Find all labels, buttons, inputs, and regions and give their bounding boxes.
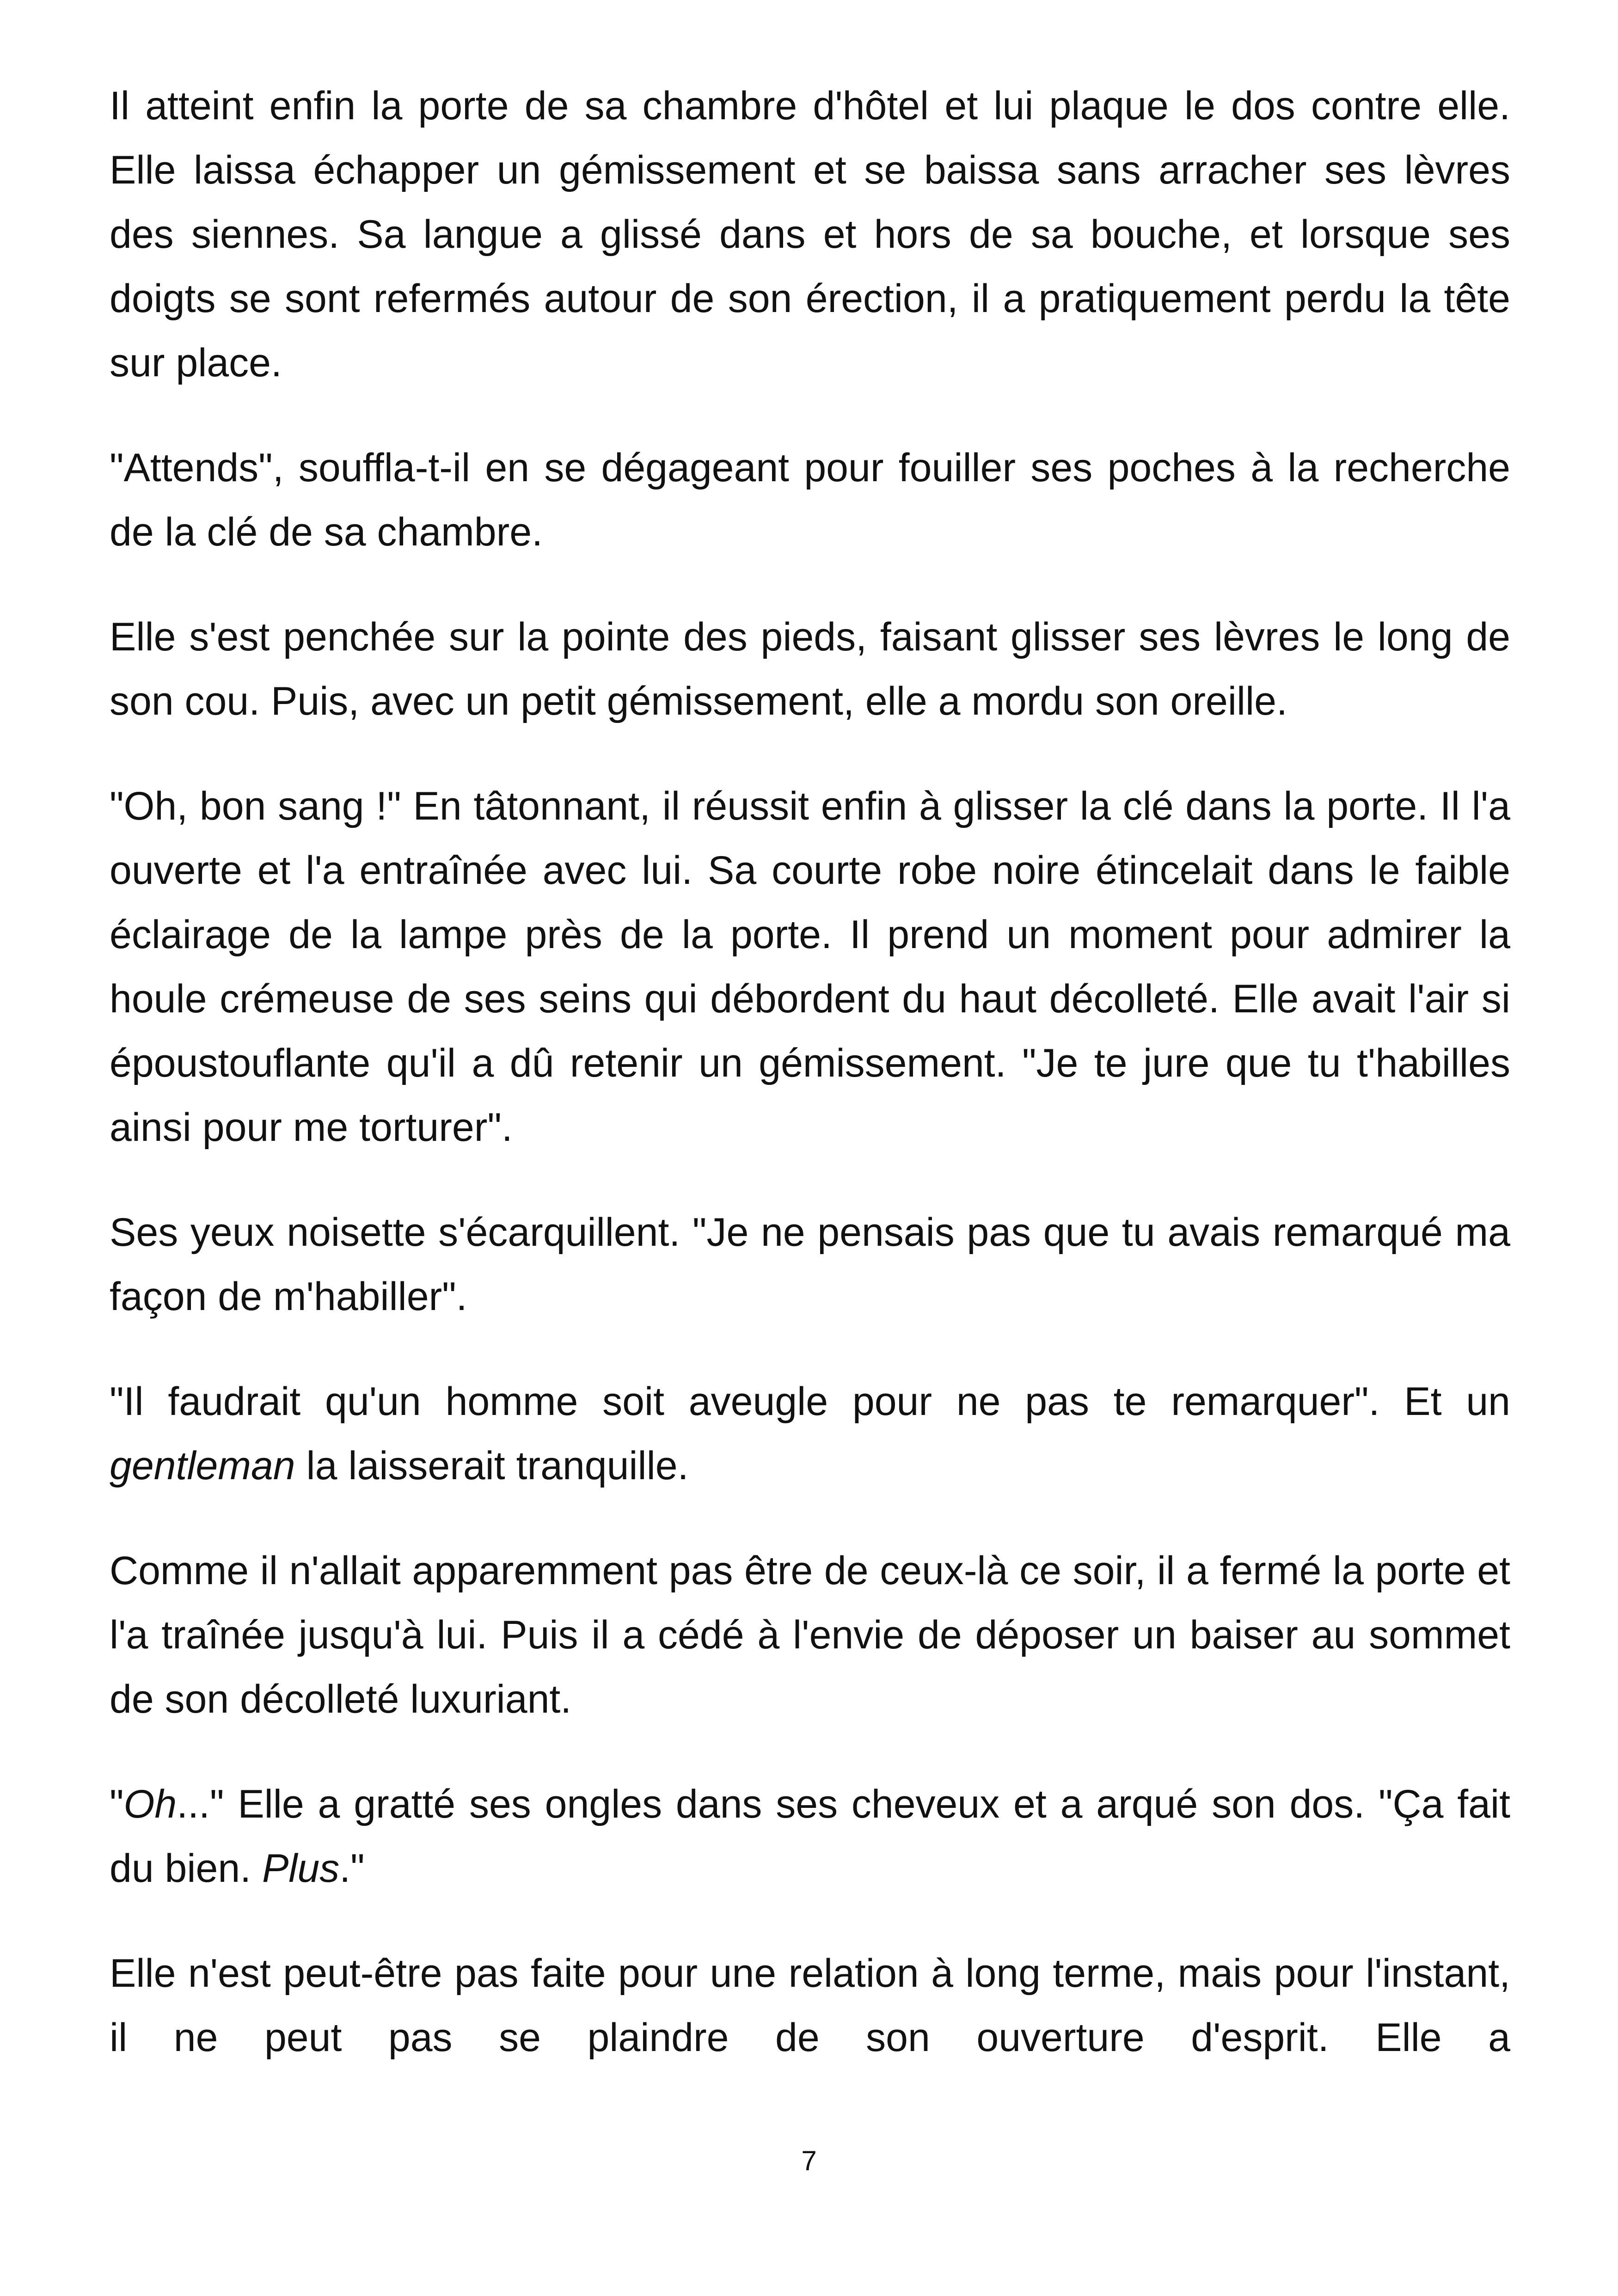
italic-text: Oh — [123, 1782, 177, 1826]
text-run: " — [110, 1782, 124, 1826]
paragraph — [110, 74, 1510, 395]
paragraph — [110, 1200, 1510, 1329]
paragraph — [110, 1539, 1510, 1732]
text-run: Il atteint enfin la porte de sa chambre d'hôtel et lui plaque le dos contre elle. Elle laissa échapper un gémissement et se baissa sans arracher ses lèvres des siennes. Sa langue a glissé dans et hors de sa bouche, et lorsque ses doigts se sont refermés autour de son érection, il a pratiquement perdu la tête sur place. — [110, 84, 1510, 385]
text-run: Ses yeux noisette s'écarquillent. "Je ne pensais pas que tu avais remarqué ma façon de m'habiller". — [110, 1210, 1510, 1319]
body-text — [110, 74, 1510, 2111]
italic-text: Plus — [262, 1846, 340, 1891]
text-run: "Attends", souffla-t-il en se dégageant pour fouiller ses poches à la recherche de la clé de sa chambre. — [110, 446, 1510, 554]
text-run: Elle s'est penchée sur la pointe des pieds, faisant glisser ses lèvres le long de son cou. Puis, avec un petit gémissement, elle a mordu son oreille. — [110, 615, 1510, 723]
text-run: "Il faudrait qu'un homme soit aveugle pour ne pas te remarquer". Et un — [110, 1379, 1510, 1424]
text-run: Comme il n'allait apparemment pas être de ceux-là ce soir, il a fermé la porte et l'a traînée jusqu'à lui. Puis il a cédé à l'envie de déposer un baiser au sommet de son décolleté luxuriant. — [110, 1549, 1510, 1721]
italic-text: gentleman — [110, 1444, 295, 1488]
text-run: ." — [339, 1846, 365, 1891]
page-number: 7 — [801, 2145, 817, 2176]
text-run: "Oh, bon sang !" En tâtonnant, il réussit enfin à glisser la clé dans la porte. Il l'a ouverte et l'a entraînée avec lui. Sa courte robe noire étincelait dans le faible éclairage de la lampe près de la porte. Il prend un moment pour admirer la houle crémeuse de ses seins qui débordent du haut décolleté. Elle avait l'air si époustouflante qu'il a dû retenir un gémissement. "Je te jure que tu t'habilles ainsi pour me torturer". — [110, 784, 1510, 1150]
text-run: ..." Elle a gratté ses ongles dans ses cheveux et a arqué son dos. "Ça fait du bien. — [110, 1782, 1510, 1891]
text-run: Elle n'est peut-être pas faite pour une relation à long terme, mais pour l'instant, il ne peut pas se plaindre de son ouverture d'esprit. Elle a — [110, 1951, 1510, 2060]
paragraph — [110, 1370, 1510, 1498]
text-run: la laisserait tranquille. — [295, 1444, 689, 1488]
paragraph — [110, 774, 1510, 1160]
paragraph — [110, 1941, 1510, 2070]
paragraph — [110, 605, 1510, 734]
paragraph — [110, 1772, 1510, 1901]
paragraph — [110, 436, 1510, 564]
